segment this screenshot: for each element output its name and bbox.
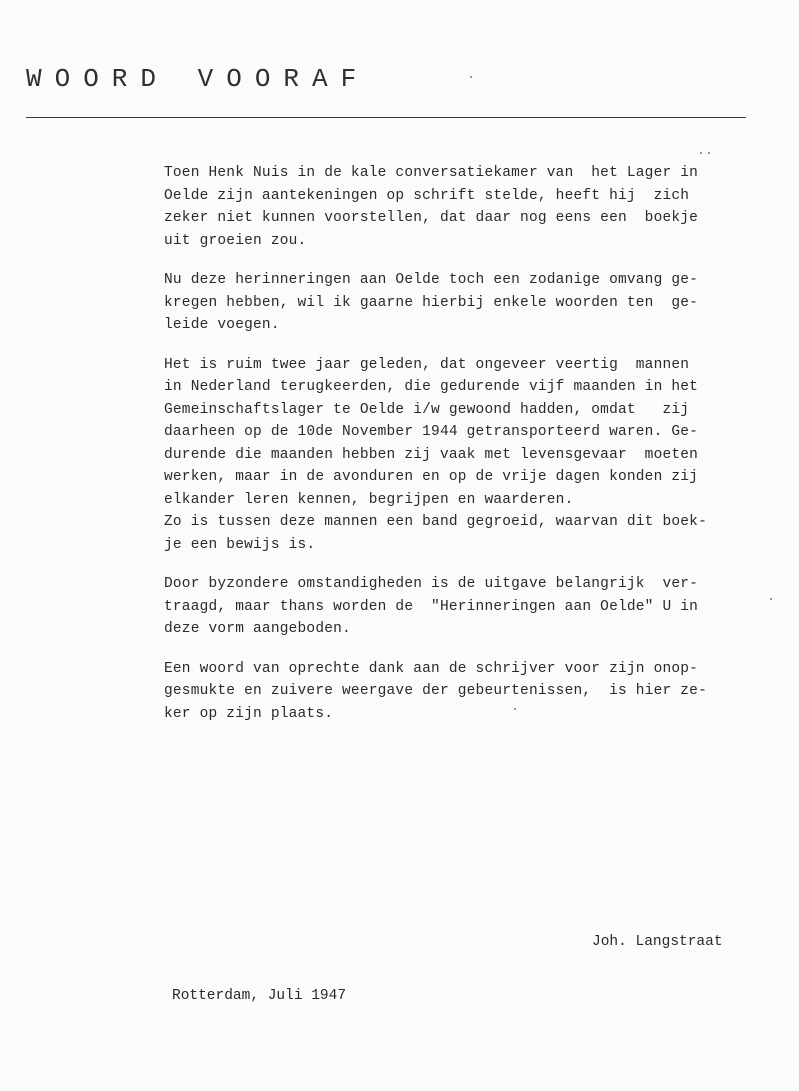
text-line: Gemeinschaftslager te Oelde i/w gewoond hadden, omdat zij <box>164 401 690 418</box>
text-line: daarheen op de 10de November 1944 getransporteerd waren. Ge- <box>164 424 699 440</box>
text-line: elkander leren kennen, begrijpen en waarderen. <box>164 491 574 508</box>
text-line: Een woord van oprechte dank aan de schrijver voor zijn onop- <box>164 660 699 677</box>
paragraph-4 <box>164 573 754 641</box>
text-line: deze vorm aangeboden. <box>164 621 351 637</box>
scan-speck <box>470 76 472 78</box>
text-line: kregen hebben, wil ik gaarne hierbij enkele woorden ten ge- <box>164 294 699 311</box>
text-line: Toen Henk Nuis in de kale conversatiekamer van het Lager in <box>164 165 699 181</box>
scan-speck <box>700 152 702 154</box>
text-line: Nu deze herinneringen aan Oelde toch een zodanige omvang ge- <box>164 272 699 288</box>
signature: Joh. Langstraat <box>592 934 723 950</box>
text-line: gesmukte en zuivere weergave der gebeurtenissen, is hier ze- <box>164 683 707 699</box>
title-underline <box>26 117 746 118</box>
page-title: WOORD VOORAF <box>26 64 370 94</box>
paragraph-2 <box>164 269 754 337</box>
text-line: ker op zijn plaats. <box>164 705 334 722</box>
foreword-body <box>164 162 754 742</box>
text-line: traagd, maar thans worden de "Herinneringen aan Oelde" U in <box>164 598 699 615</box>
text-line: uit groeien zou. <box>164 232 307 249</box>
scan-speck <box>708 152 710 154</box>
text-line: leide voegen. <box>164 317 280 333</box>
text-line: zeker niet kunnen voorstellen, dat daar nog eens een boekje <box>164 210 699 226</box>
paragraph-1 <box>164 162 754 252</box>
text-line: je een bewijs is. <box>164 536 316 553</box>
text-line: durende die maanden hebben zij vaak met levensgevaar moeten <box>164 446 699 463</box>
text-line: Het is ruim twee jaar geleden, dat ongeveer veertig mannen <box>164 356 690 373</box>
text-line: werken, maar in de avonduren en op de vrije dagen konden zij <box>164 469 699 485</box>
place-date: Rotterdam, Juli 1947 <box>172 988 347 1004</box>
text-line: in Nederland terugkeerden, die gedurende vijf maanden in het <box>164 379 699 395</box>
paragraph-5 <box>164 658 754 726</box>
scan-speck <box>514 708 516 710</box>
text-line: Zo is tussen deze mannen een band gegroeid, waarvan dit boek- <box>164 514 707 530</box>
paragraph-3 <box>164 354 754 557</box>
text-line: Door byzondere omstandigheden is de uitgave belangrijk ver- <box>164 576 699 592</box>
text-line: Oelde zijn aantekeningen op schrift stelde, heeft hij zich <box>164 187 690 204</box>
scan-speck <box>770 598 772 600</box>
